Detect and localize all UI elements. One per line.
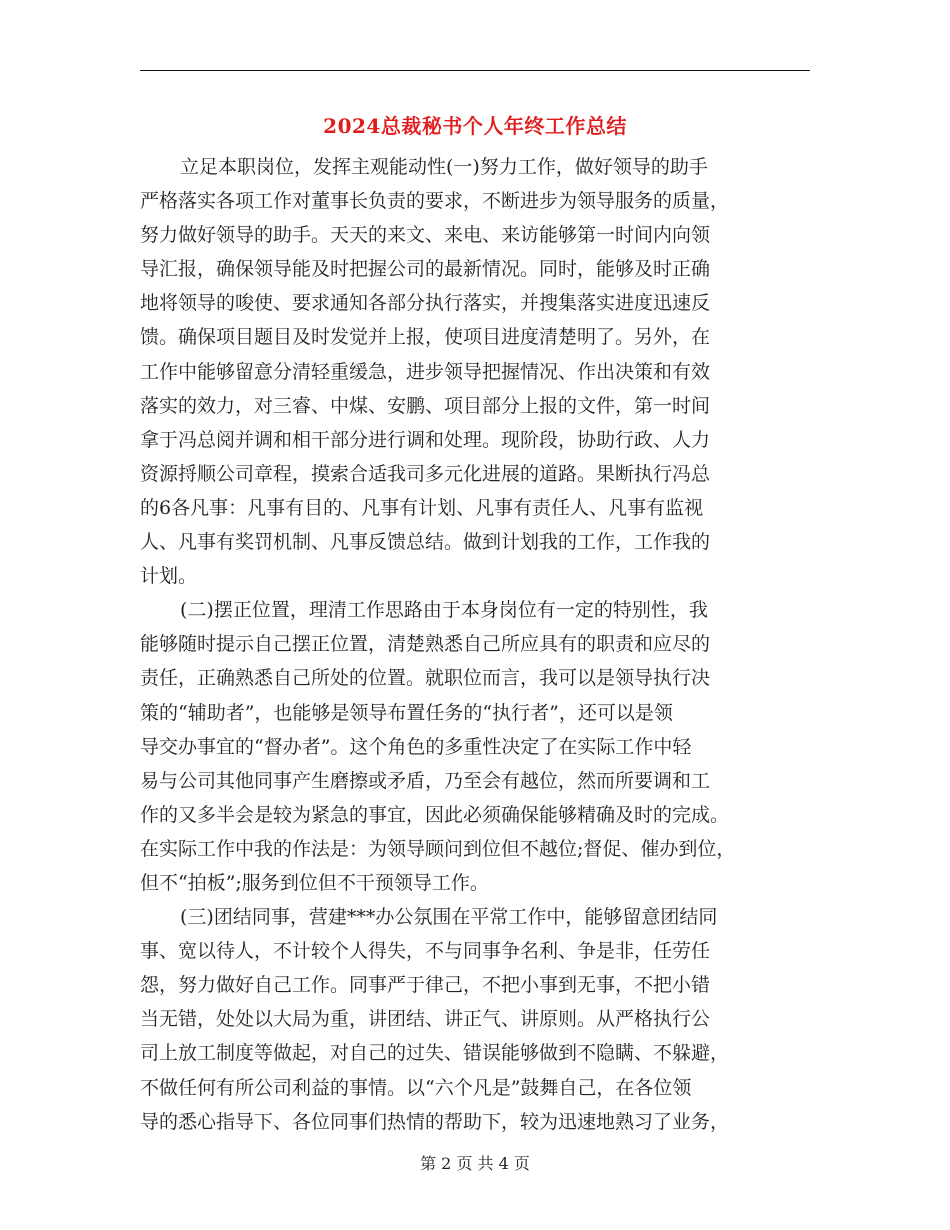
text-line: 当无错，处处以大局为重，讲团结、讲正气、讲原则。从严格执行公	[140, 1008, 711, 1031]
text-line: 工作中能够留意分清轻重缓急，进步领导把握情况、作出决策和有效	[140, 360, 711, 383]
text-line: 策的“辅助者”，也能够是领导布置任务的“执行者”，还可以是领	[140, 701, 673, 724]
text-line: 计划。	[140, 565, 198, 588]
paragraph-1	[140, 150, 810, 593]
text-line: 严格落实各项工作对董事长负责的要求，不断进步为领导服务的质量，	[140, 190, 730, 213]
text-line: 不做任何有所公司利益的事情。以“六个凡是”鼓舞自己，在各位领	[140, 1076, 692, 1099]
header-rule	[140, 70, 810, 71]
text-line: 落实的效力，对三睿、中煤、安鹏、项目部分上报的文件，第一时间	[140, 394, 711, 417]
text-line: 的6各凡事：凡事有目的、凡事有计划、凡事有责任人、凡事有监视	[140, 496, 704, 519]
text-line: 人、凡事有奖罚机制、凡事反馈总结。做到计划我的工作，工作我的	[140, 531, 711, 554]
text-line: 怨，努力做好自己工作。同事严于律己，不把小事到无事，不把小错	[140, 974, 711, 997]
text-line: 易与公司其他同事产生磨擦或矛盾，乃至会有越位，然而所要调和工	[140, 769, 711, 792]
text-line: 作的又多半会是较为紧急的事宜，因此必须确保能够精确及时的完成。	[140, 803, 730, 826]
text-line: 馈。确保项目题目及时发觉并上报，使项目进度清楚明了。另外，在	[140, 326, 711, 349]
text-line: 能够随时提示自己摆正位置，清楚熟悉自己所应具有的职责和应尽的	[140, 633, 711, 656]
text-line: 事、宽以待人，不计较个人得失，不与同事争名利、争是非，任劳任	[140, 940, 711, 963]
text-line: 司上放工制度等做起，对自己的过失、错误能够做到不隐瞒、不躲避，	[140, 1042, 730, 1065]
page-number-footer: 第 2 页 共 4 页	[420, 1154, 530, 1173]
text-line: 导交办事宜的“督办者”。这个角色的多重性决定了在实际工作中轻	[140, 735, 692, 758]
text-line: 资源捋顺公司章程，摸索合适我司多元化进展的道路。果断执行冯总	[140, 462, 711, 485]
text-line: 拿于冯总阅并调和相干部分进行调和处理。现阶段，协助行政、人力	[140, 428, 711, 451]
text-line: 但不“拍板”;服务到位但不干预领导工作。	[140, 871, 489, 894]
paragraph-3	[140, 900, 810, 1139]
text-line: 在实际工作中我的作法是：为领导顾问到位但不越位;督促、催办到位，	[140, 837, 736, 860]
text-line: 导汇报，确保领导能及时把握公司的最新情况。同时，能够及时正确	[140, 258, 711, 281]
document-title: 2024总裁秘书个人年终工作总结	[323, 114, 627, 138]
text-line: (三)团结同事，营建***办公氛围在平常工作中，能够留意团结同	[180, 906, 718, 929]
text-line: 地将领导的唆使、要求通知各部分执行落实，并搜集落实进度迅速反	[140, 292, 711, 315]
document-body	[140, 150, 810, 1139]
text-line: (二)摆正位置，理清工作思路由于本身岗位有一定的特别性，我	[180, 599, 708, 622]
text-line: 立足本职岗位，发挥主观能动性(一)努力工作，做好领导的助手	[180, 156, 708, 178]
text-line: 导的悉心指导下、各位同事们热情的帮助下，较为迅速地熟习了业务，	[140, 1110, 730, 1133]
text-line: 努力做好领导的助手。天天的来文、来电、来访能够第一时间内向领	[140, 224, 711, 247]
paragraph-2	[140, 593, 810, 900]
text-line: 责任，正确熟悉自己所处的位置。就职位而言，我可以是领导执行决	[140, 667, 711, 690]
